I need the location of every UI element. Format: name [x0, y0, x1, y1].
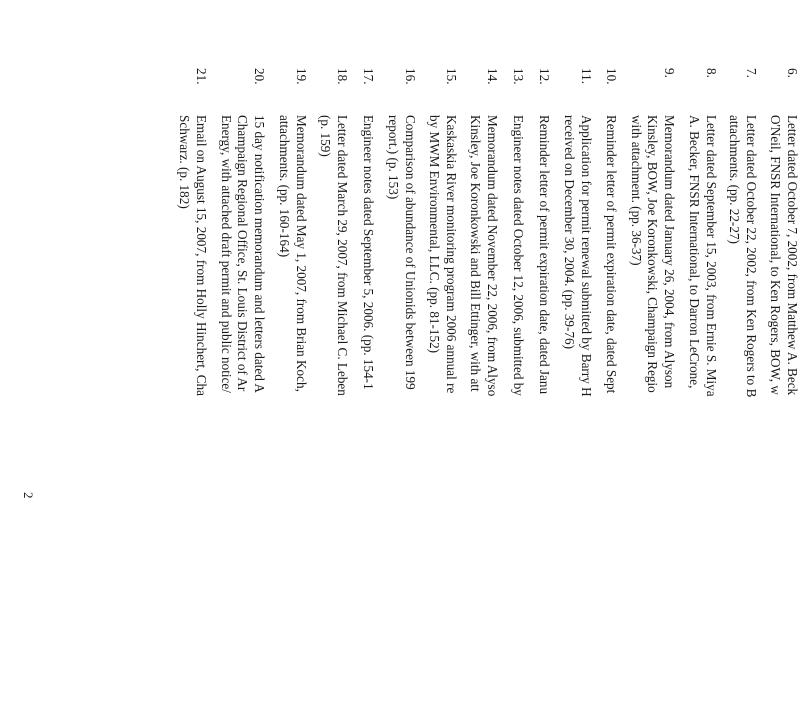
item-number: 10. — [603, 68, 620, 84]
item-line: Memorandum dated November 22, 2006, from Alyso — [484, 115, 501, 715]
item-line: Memorandum dated May 1, 2007, from Brian Koch, — [293, 115, 310, 715]
list-item — [561, 115, 594, 715]
list-item — [726, 115, 759, 715]
item-line: Letter dated March 29, 2007, from Michael C. Leben — [334, 115, 351, 715]
item-line: Email on August 15, 2007, from Holly Hinchert, Cha — [193, 115, 210, 715]
item-line: Kaskaskia River monitoring program 2006 annual re — [443, 115, 460, 715]
item-line: A. Becker, FNSR International, to Darron LeCrone, — [686, 115, 703, 715]
list-item — [360, 115, 377, 715]
list-item — [176, 115, 209, 715]
list-item — [767, 115, 800, 715]
item-line: Energy, with attached draft permit and public notice/ — [218, 115, 235, 715]
list-item — [603, 115, 620, 715]
item-line: Champaign Regional Office, St. Louis District of Ar — [234, 115, 251, 715]
item-line: Letter dated October 22, 2002, from Ken Rogers to B — [743, 115, 760, 715]
item-line: 15 day notification memorandum and letters dated A — [251, 115, 268, 715]
item-line: Engineer notes dated September 5, 2006. (pp. 154-1 — [360, 115, 377, 715]
list-item — [426, 115, 459, 715]
list-item — [686, 115, 719, 715]
list-item — [276, 115, 309, 715]
item-number: 9. — [661, 68, 678, 78]
item-line: report.) (p. 153) — [385, 115, 402, 715]
item-number: 12. — [536, 68, 553, 84]
list-item — [218, 115, 268, 715]
item-number: 20. — [251, 68, 268, 84]
item-line: Engineer notes dated October 12, 2006, submitted by — [510, 115, 527, 715]
item-line: Memorandum dated January 26, 2004, from Alyson — [661, 115, 678, 715]
item-number: 14. — [484, 68, 501, 84]
item-line: Comparison of abundance of Unionids between 199 — [402, 115, 419, 715]
item-number: 16. — [402, 68, 419, 84]
item-line: attachments. (pp. 22-27) — [726, 115, 743, 715]
item-line: O'Neil, FNSR International, to Ken Rogers, BOW, w — [767, 115, 784, 715]
list-item — [536, 115, 553, 715]
item-number: 7. — [743, 68, 760, 78]
item-number: 21. — [193, 68, 210, 84]
item-number: 15. — [443, 68, 460, 84]
item-line: Kinsley, BOW, Joe Koronkowski, Champaign Regio — [644, 115, 661, 715]
item-line: Letter dated September 15, 2003, from Ernie S. Miya — [703, 115, 720, 715]
item-number: 18. — [334, 68, 351, 84]
item-line: Application for permit renewal submitted by Barry H — [578, 115, 595, 715]
item-line: Schwarz. (p. 182) — [176, 115, 193, 715]
item-line: attachments. (pp. 160-164) — [276, 115, 293, 715]
item-line: by MWM Environmental, LLC. (pp. 81-152) — [426, 115, 443, 715]
item-number: 6. — [784, 68, 800, 78]
item-number: 13. — [510, 68, 527, 84]
item-number: 17. — [360, 68, 377, 84]
item-line: Letter dated October 7, 2002, from Matthew A. Beck — [784, 115, 800, 715]
item-line: (p. 159) — [317, 115, 334, 715]
list-item — [317, 115, 350, 715]
item-line: Reminder letter of permit expiration date, dated Janu — [536, 115, 553, 715]
item-line: Kinsley, Joe Koronkowski and Bill Ettinger, with att — [467, 115, 484, 715]
item-line: received on December 30, 2004. (pp. 39-76) — [561, 115, 578, 715]
list-item — [385, 115, 418, 715]
item-number: 11. — [578, 68, 595, 84]
item-number: 8. — [703, 68, 720, 78]
item-line: Reminder letter of permit expiration date, dated Sept — [603, 115, 620, 715]
list-item — [510, 115, 527, 715]
item-line: with attachment. (pp. 36-37) — [628, 115, 645, 715]
page-number: 2 — [20, 492, 36, 499]
list-item — [628, 115, 678, 715]
item-number: 19. — [293, 68, 310, 84]
list-item — [467, 115, 500, 715]
